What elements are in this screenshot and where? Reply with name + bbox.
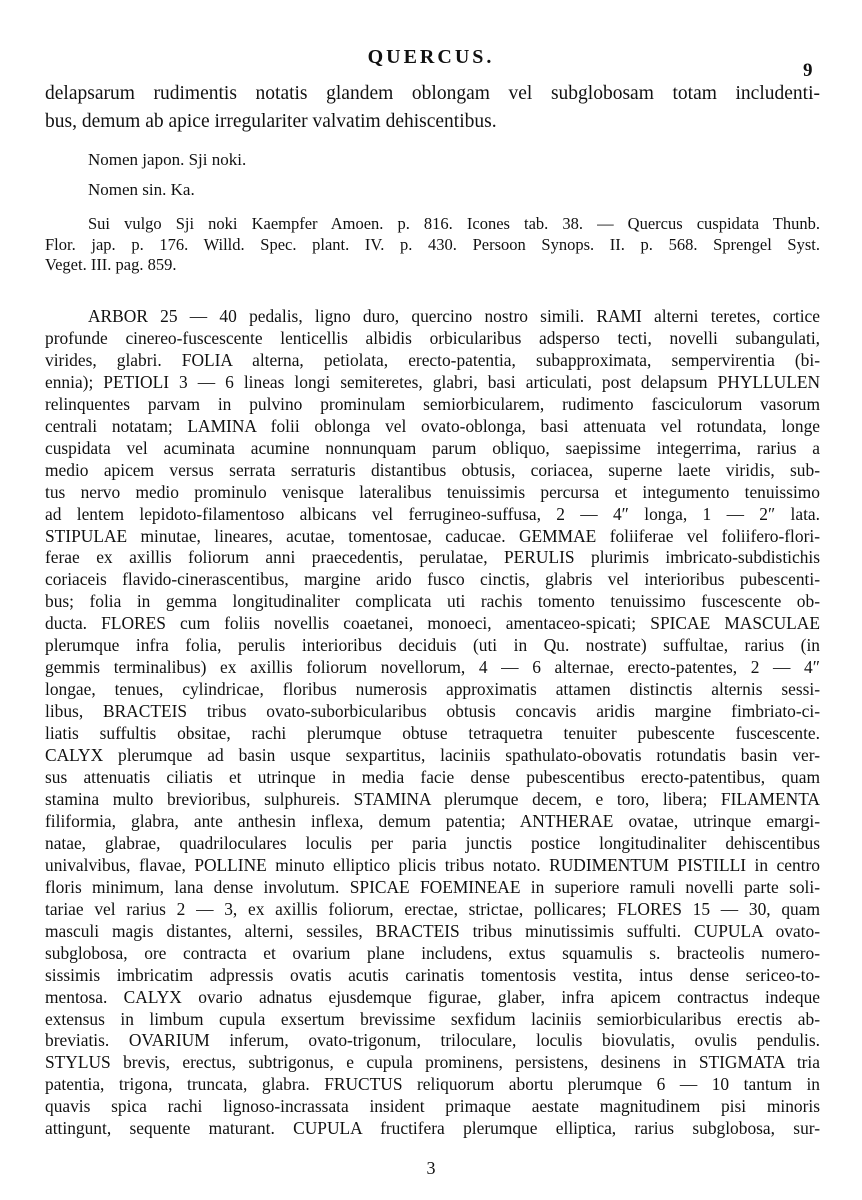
text-line: quavis spica rachi lignoso-incrassata insident primaque aestate magnitudinem pisi minoris xyxy=(45,1096,820,1117)
text-line: Veget. III. pag. 859. xyxy=(45,255,177,274)
text-line: liatis suffultis obsitae, rachi plerumque obtuse tetraquetra tenuiter pubescente fuscescente. xyxy=(45,723,820,744)
text-line: gemmis terminalibus) ex axillis foliorum novellorum, 4 — 6 alternae, erecto-patentes, 2 — 4″ xyxy=(45,657,820,678)
text-line: CALYX plerumque ad basin usque sexpartitus, laciniis spathulato-obovatis rotundatis basin ver- xyxy=(45,745,820,766)
signature-mark: 3 xyxy=(426,1158,436,1178)
text-line: delapsarum rudimentis notatis glandem oblongam vel subglobosam totam includenti- xyxy=(45,83,820,104)
text-line: mentosa. CALYX ovario adnatus ejusdemque figurae, glaber, infra apicem contractus indeque xyxy=(45,986,820,1007)
text-line: floris minimum, lana dense involutum. SPICAE FOEMINEAE in superiore ramuli novelli parte soli- xyxy=(45,876,820,897)
text-line: bus, demum ab apice irregulariter valvatim dehiscentibus. xyxy=(45,111,497,132)
text-line: plerumque infra folia, perulis interioribus deciduis (uti in Qu. nostrate) suffultae, rarius (in xyxy=(45,635,820,656)
text-line: stamina multo brevioribus, sulphureis. STAMINA plerumque decem, e toro, libera; FILAMENTA xyxy=(45,788,820,809)
text-line: STIPULAE minutae, lineares, acutae, tomentosae, caducae. GEMMAE foliiferae vel foliifero-flori- xyxy=(45,525,820,546)
synonymy-paragraph xyxy=(45,214,820,276)
text-line: centrali notatam; LAMINA folii oblonga vel ovato-oblonga, basi attenuata vel rotundata, longe xyxy=(45,415,820,436)
text-line: coriaceis flavido-cinerascentibus, margine arido fusco cinctis, glabris vel interioribus pubescenti- xyxy=(45,569,820,590)
text-line: relinquentes parvam in pulvino prominulam semiorbicularem, rudimento fasciculorum vasorum xyxy=(45,393,820,414)
text-line: subglobosa, ore contracta et ovarium plane includens, extus squamulis s. bracteolis numero- xyxy=(45,942,820,963)
text-line: attingunt, sequente maturant. CUPULA fructifera plerumque elliptica, rarius subglobosa, sur- xyxy=(45,1118,820,1139)
text-line: patentia, trigona, truncata, glabra. FRUCTUS reliquorum abortu plerumque 6 — 10 tantum in xyxy=(45,1074,820,1095)
text-line: tus nervo medio prominulo venisque lateralibus tenuissimis percursa et integumento tenuissimo xyxy=(45,481,820,502)
text-line: tariae vel rarius 2 — 3, ex axillis foliorum, erectae, strictae, pollicares; FLORES 15 — 30, quam xyxy=(45,898,820,919)
text-line: STYLUS brevis, erectus, subtrigonus, e cupula prominens, persistens, desinens in STIGMATA tria xyxy=(45,1052,820,1073)
text-line: masculi magis distantes, alterni, sessiles, BRACTEIS tribus minutissimis suffulti. CUPULA ovato- xyxy=(45,920,820,941)
text-line: Flor. jap. p. 176. Willd. Spec. plant. IV. p. 430. Persoon Synops. II. p. 568. Sprengel Syst. xyxy=(45,234,820,254)
text-line: virides, glabri. FOLIA alterna, petiolata, erecto-patentia, subapproximata, sempervirentia (bi- xyxy=(45,349,820,370)
text-line: sus attenuatis ciliatis et utrinque in media facie dense pubescentibus erecto-patentibus, quam xyxy=(45,767,820,788)
intro-paragraph xyxy=(45,80,820,136)
text-line: libus, BRACTEIS tribus ovato-suborbicularibus obtusis concavis aridis margine fimbriato-ci- xyxy=(45,701,820,722)
text-line: profunde cinereo-fuscescente lenticellis albidis orbicularibus adsperso tecti, novelli subangulati, xyxy=(45,327,820,348)
text-line: sissimis imbricatim adpressis ovatis acutis carinatis tomentosis vestita, intus dense sericeo-to- xyxy=(45,964,820,985)
text-line: longae, tenues, cylindricae, floribus numerosis approximatis attamen distinctis alternis sessi- xyxy=(45,679,820,700)
text-line: filiformia, glabra, ante anthesin inflexa, demum patentia; ANTHERAE ovatae, utrinque emargi- xyxy=(45,810,820,831)
text-line: natae, glabrae, quadriloculares loculis per paria junctis postice longitudinaliter dehiscentibus xyxy=(45,832,820,853)
text-line: ferae ex axillis foliorum anni praecedentis, perulatae, PERULIS plurimis imbricato-subdistichis xyxy=(45,547,820,568)
text-line: Sui vulgo Sji noki Kaempfer Amoen. p. 816. Icones tab. 38. — Quercus cuspidata Thunb. xyxy=(88,214,820,233)
text-line: medio apicem versus serrata serraturis distantibus obtusis, coriacea, superne laete viridis, sub- xyxy=(45,459,820,480)
text-line: bus; folia in gemma longitudinaliter complicata uti rachis tomento tenuissimo fuscescente ob- xyxy=(45,591,820,612)
text-line: ducta. FLORES cum foliis novellis coaetanei, monoeci, amentaceo-spicati; SPICAE MASCULAE xyxy=(45,613,820,634)
text-line: ARBOR 25 — 40 pedalis, ligno duro, quercino nostro simili. RAMI alterni teretes, cortice xyxy=(88,306,820,326)
page-number: 9 xyxy=(803,60,813,81)
nomen-japonicum: Nomen japon. Sji noki. xyxy=(88,150,247,169)
running-head: QUERCUS. xyxy=(367,46,495,68)
text-line: cuspidata vel acuminata acumine nonnunquam parum obliquo, saepissime integerrima, rarius a xyxy=(45,437,820,458)
text-line: ad lentem lepidoto-filamentoso albicans vel ferrugineo-suffusa, 2 — 4″ longa, 1 — 2″ lata. xyxy=(45,503,820,524)
nomen-sinense: Nomen sin. Ka. xyxy=(88,180,195,199)
text-line: univalvibus, flavae, POLLINE minuto elliptico plicis tribus notato. RUDIMENTUM PISTILLI in centro xyxy=(45,854,820,875)
text-line: breviatis. OVARIUM inferum, ovato-trigonum, triloculare, loculis biovulatis, ovulis pendulis. xyxy=(45,1030,820,1051)
description-paragraph xyxy=(45,306,820,1140)
text-line: extensus in limbum cupula exsertum brevissime sexfidum laciniis semiorbicularibus erectis ab- xyxy=(45,1008,820,1029)
text-line: ennia); PETIOLI 3 — 6 lineas longi semiteretes, glabri, basi articulati, post delapsum PHYLLULEN xyxy=(45,371,820,392)
